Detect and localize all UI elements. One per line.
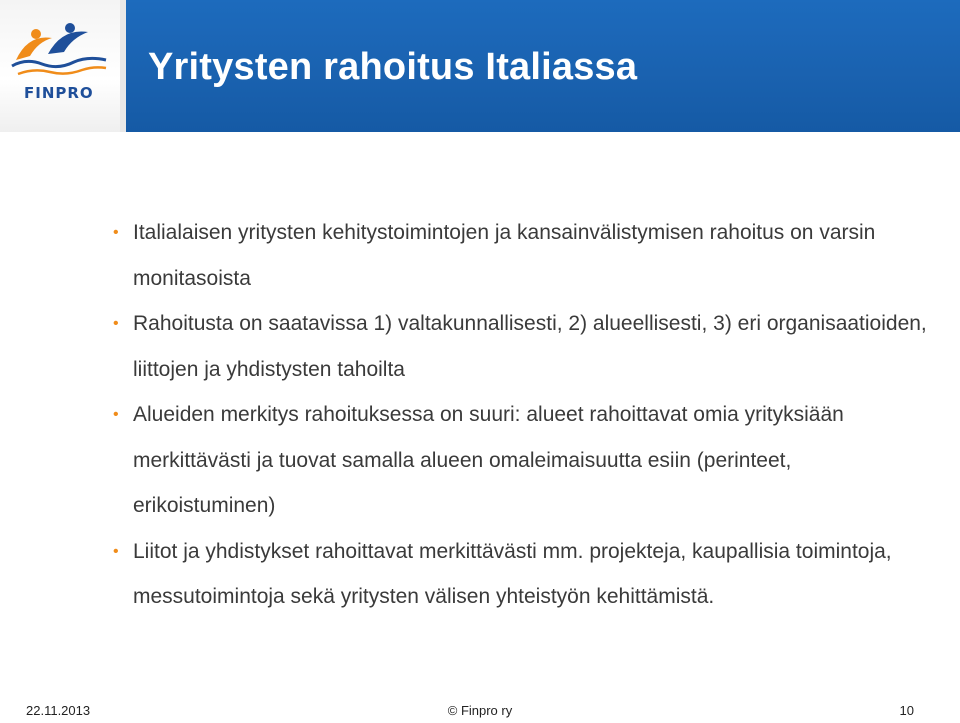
page-number: 10: [899, 703, 914, 718]
slide-title: Yritysten rahoitus Italiassa: [148, 45, 638, 88]
slide-header: [0, 0, 960, 132]
bullet-text: Italialaisen yritysten kehitystoimintojen ja kansainvälistymisen rahoitus on varsin monitasoista: [133, 221, 876, 290]
bullet-marker: •: [113, 542, 119, 560]
bullet-marker: •: [113, 224, 119, 241]
title-bar: [126, 0, 960, 132]
bullet-item: [0, 392, 960, 529]
bullet-item: [0, 529, 960, 620]
slide-footer: [0, 703, 960, 721]
logo: [0, 0, 126, 132]
footer-copyright: © Finpro ry: [447, 703, 513, 718]
bullet-marker: •: [113, 315, 119, 332]
finpro-swimmers-icon: [8, 20, 112, 80]
bullet-text: Liitot ja yhdistykset rahoittavat merkittävästi mm. projekteja, kaupallisia toimintoja, messutoimintoja sekä yritysten välisen yhteistyön kehittämistä.: [133, 539, 892, 608]
bullet-list: [0, 210, 960, 620]
bullet-item: [0, 210, 960, 301]
bullet-marker: •: [113, 406, 119, 423]
logo-text: FINPRO: [24, 84, 94, 102]
bullet-item: [0, 301, 960, 392]
footer-date: 22.11.2013: [26, 703, 91, 718]
bullet-text: Alueiden merkitys rahoituksessa on suuri: alueet rahoittavat omia yrityksiään merkittävästi ja tuovat samalla alueen omaleimaisuutta esiin (perinteet, erikoistuminen): [133, 403, 844, 517]
bullet-text: Rahoitusta on saatavissa 1) valtakunnallisesti, 2) alueellisesti, 3) eri organisaatioiden, liittojen ja yhdistysten tahoilta: [133, 312, 927, 381]
